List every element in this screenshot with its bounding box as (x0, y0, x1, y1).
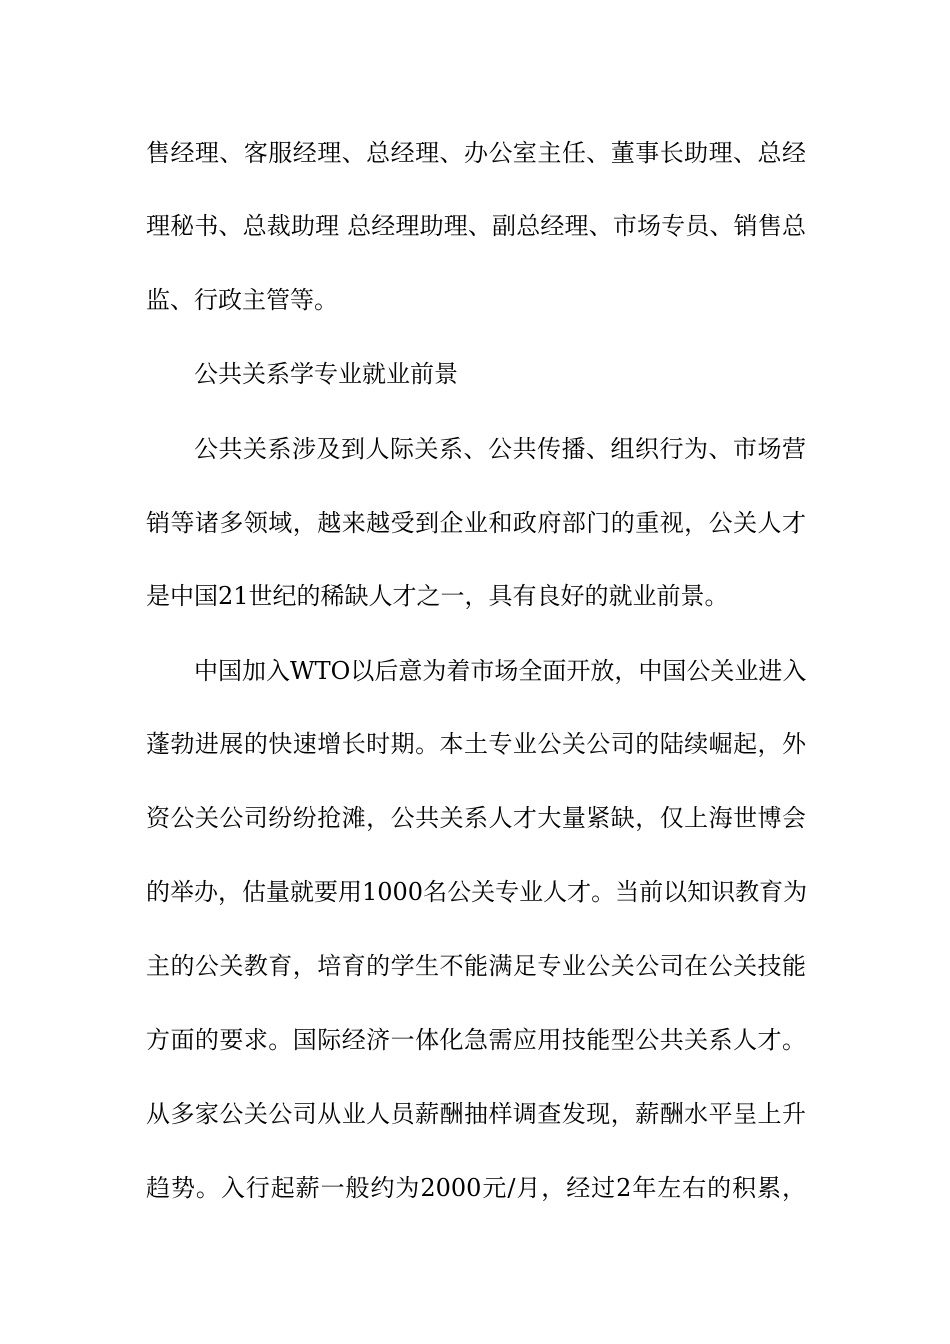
text-line-5: 公共关系涉及到人际关系、公共传播、组织行为、市场营 (194, 435, 806, 463)
text-line-3: 监、行政主管等。 (146, 286, 338, 314)
text-line-10: 资公关公司纷纷抢滩，公共关系人才大量紧缺，仅上海世博会 (146, 804, 806, 832)
text-line-7: 是中国21世纪的稀缺人才之一，具有良好的就业前景。 (146, 582, 729, 610)
section-heading: 公共关系学专业就业前景 (194, 360, 458, 388)
text-line-2: 理秘书、总裁助理 总经理助理、副总经理、市场专员、销售总 (146, 212, 806, 240)
text-line-8: 中国加入WTO以后意为着市场全面开放，中国公关业进入 (194, 657, 807, 685)
text-line-6: 销等诸多领域，越来越受到企业和政府部门的重视，公关人才 (146, 509, 806, 537)
text-line-14: 从多家公关公司从业人员薪酬抽样调查发现，薪酬水平呈上升 (146, 1100, 806, 1128)
text-line-9: 蓬勃进展的快速增长时期。本土专业公关公司的陆续崛起，外 (146, 730, 806, 758)
text-line-15: 趋势。入行起薪一般约为2000元/月，经过2年左右的积累， (146, 1174, 806, 1202)
text-line-11: 的举办，估量就要用1000名公关专业人才。当前以知识教育为 (146, 878, 808, 906)
text-line-13: 方面的要求。国际经济一体化急需应用技能型公共关系人才。 (146, 1026, 806, 1054)
text-line-1: 售经理、客服经理、总经理、办公室主任、董事长助理、总经 (146, 139, 806, 167)
text-line-12: 主的公关教育，培育的学生不能满足专业公关公司在公关技能 (146, 952, 806, 980)
